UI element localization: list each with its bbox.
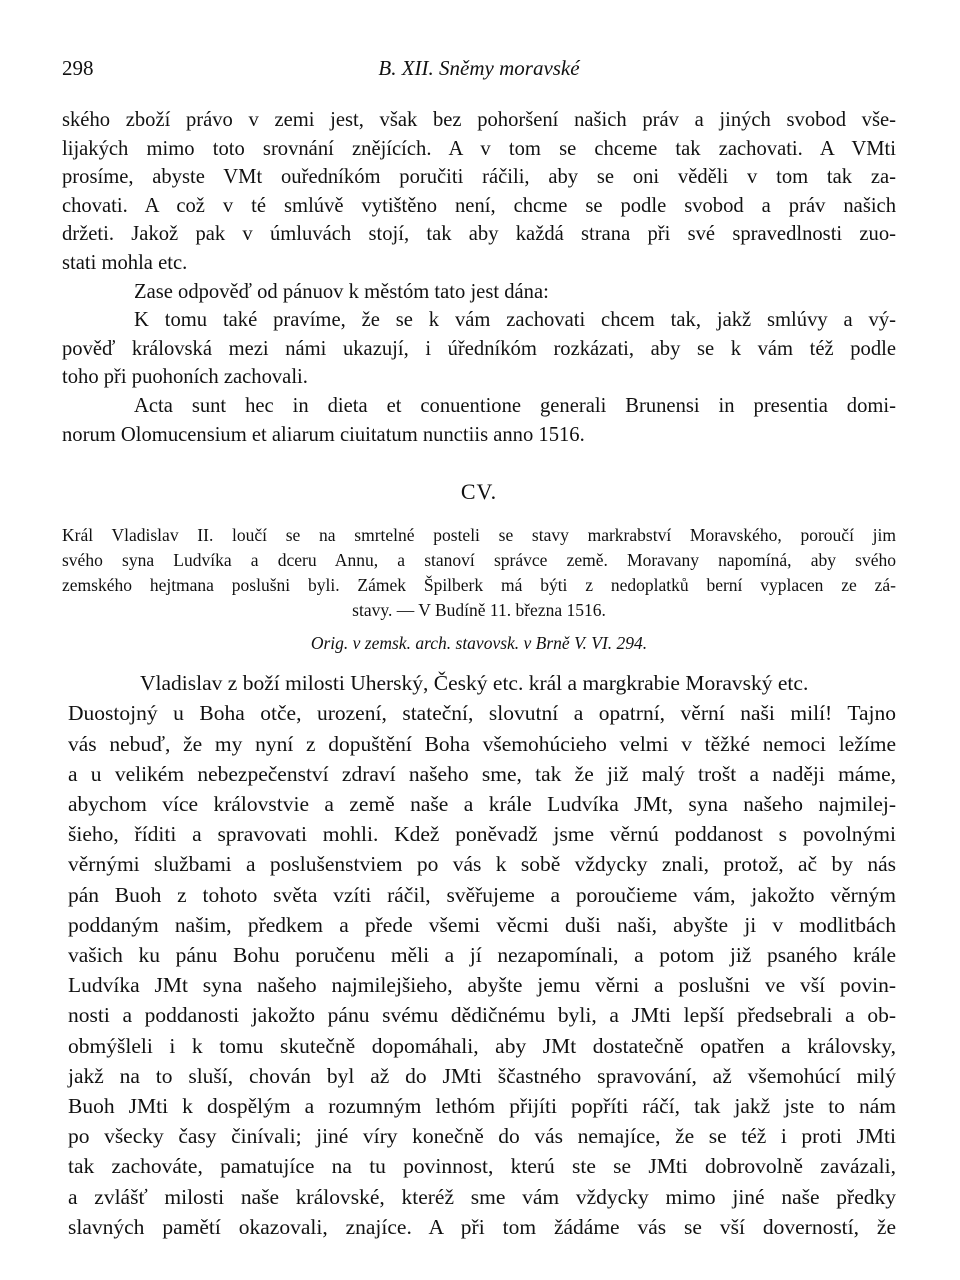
page-number: 298 [62, 56, 94, 80]
running-title: B. XII. Sněmy moravské [378, 56, 580, 80]
letter-line: Buoh JMti k dospělým a rozumným lethóm přijíti popříti ráčí, tak jakž jste to nám [68, 1093, 896, 1118]
letter-line: Duostojný u Boha otče, urození, stateční, slovutní a opatrní, věrní naši milí! Tajno [68, 701, 896, 726]
text-line: Acta sunt hec in dieta et conuentione generali Brunensi in presentia domi- [134, 394, 896, 417]
letter-line: jakž na to sluší, chován byl až do JMti ščastného spravování, až všemohúcí milý [68, 1063, 896, 1088]
source-reference: Orig. v zemsk. arch. stavovsk. v Brně V. VI. 294. [310, 633, 648, 654]
text-line: lijakých mimo toto srovnání znějících. A v tom se chceme tak zachovati. A VMti [62, 137, 896, 160]
reply-intro: Zase odpověď od pánuov k městóm tato jest dána: [134, 280, 549, 303]
regest-line: svého syna Ludvíka a dceru Annu, a stanoví správce země. Moravany napomíná, aby svého [62, 550, 896, 571]
letter-line: tak zachováte, pamatujíce na tu povinnost, kterú ste se JMti dobrovolně zavázali, [68, 1154, 896, 1179]
page-header [62, 54, 896, 88]
letter-line: po všecky časy činívali; jiné víry konečně do vás nemajíce, že se též i proti JMti [68, 1124, 896, 1149]
text-line: chovati. A což v té smlúvě vytištěno není, chcme se podle svobod a práv našich [62, 194, 896, 217]
letter-line: pán Buoh z tohoto světa vzíti ráčil, svěřujeme a poroučieme vám, jakožto věrným [68, 882, 896, 907]
text-line: prosíme, abyste VMt ouředníkóm poručiti ráčili, aby se oni věděli v tom tak za- [62, 166, 896, 189]
letter-text [68, 668, 896, 1242]
letter-line: nosti a poddanosti jakožto pánu svému dědičnému byli, a JMti lepší předsebrali a ob- [68, 1003, 896, 1028]
text-line: pověď královská mezi námi ukazují, i úředníkóm rozkázati, aby se k vám též podle [62, 337, 896, 360]
letter-line: abychom více královstvie a země naše a krále Ludvíka JMt, syna našeho najmilej- [68, 791, 896, 816]
letter-line: věrnými službami a poslušenstviem po vás k sobě vždycky znali, protož, ač by nás [68, 852, 896, 877]
letter-line: obmýšleli i k tomu skutečně dopomáhali, aby JMt dostatečně opatřen a královsky, [68, 1033, 896, 1058]
document-regest [62, 523, 896, 623]
letter-line: Ludvíka JMt syna našeho najmilejšieho, abyšte jemu věrni a poslušni ve vší povin- [68, 973, 896, 998]
letter-line: a zvlášť milosti naše královské, kteréž sme vám vždycky mimo jiné naše předky [68, 1184, 896, 1209]
reply-section [62, 278, 896, 450]
text-line: stati mohla etc. [62, 251, 188, 274]
text-line: držeti. Jakož pak v úmluvách stojí, tak aby každá strana při své spravedlnosti zuo- [62, 223, 896, 246]
letter-line: Vladislav z boží milosti Uherský, Český etc. král a margkrabie Moravský etc. [140, 671, 809, 696]
letter-line: šieho, říditi a spravovati mohli. Kdež poněvadž jsme věrnú poddanost s povolnými [68, 822, 896, 847]
regest-line: Král Vladislav II. loučí se na smrtelné posteli se stavy markrabství Moravského, poroučí jim [62, 525, 896, 546]
regest-line: zemského hejtmana poslušni byli. Zámek Špilberk má býti z nedoplatků berní vyplacen ze zá- [62, 575, 896, 596]
book-page [62, 54, 896, 1242]
letter-line: a u velikém nebezpečenství zdraví našeho sme, tak že již malý trošt a naději máme, [68, 761, 896, 786]
text-line: norum Olomucensium et aliarum ciuitatum nunctiis anno 1516. [62, 423, 585, 446]
letter-line: vašich ku pánu Bohu poručenu měli a jí nezapomínali, a potom již psaného krále [68, 942, 896, 967]
top-paragraph [62, 106, 896, 278]
text-line: K tomu také pravíme, že se k vám zachovati chcem tak, jakž smlúvy a vý- [134, 309, 896, 332]
letter-line: poddaným našim, předkem a přede všemi věcmi duši naši, abyšte ji v modlitbách [68, 912, 896, 937]
text-line: ského zboží právo v zemi jest, však bez pohoršení našich práv a jiných svobod vše- [62, 109, 896, 131]
regest-date-line: stavy. — V Budíně 11. března 1516. [352, 600, 606, 621]
text-line: toho při puohoních zachovali. [62, 366, 308, 389]
letter-line: vás nebuď, že my nyní z dopuštění Boha všemohúcieho velmi v těžké nemoci ležíme [68, 731, 896, 756]
letter-line: slavných pamětí okazovali, znajíce. A při tom žádáme vás se vší doverností, že [68, 1214, 896, 1239]
section-number: CV. [460, 479, 498, 505]
